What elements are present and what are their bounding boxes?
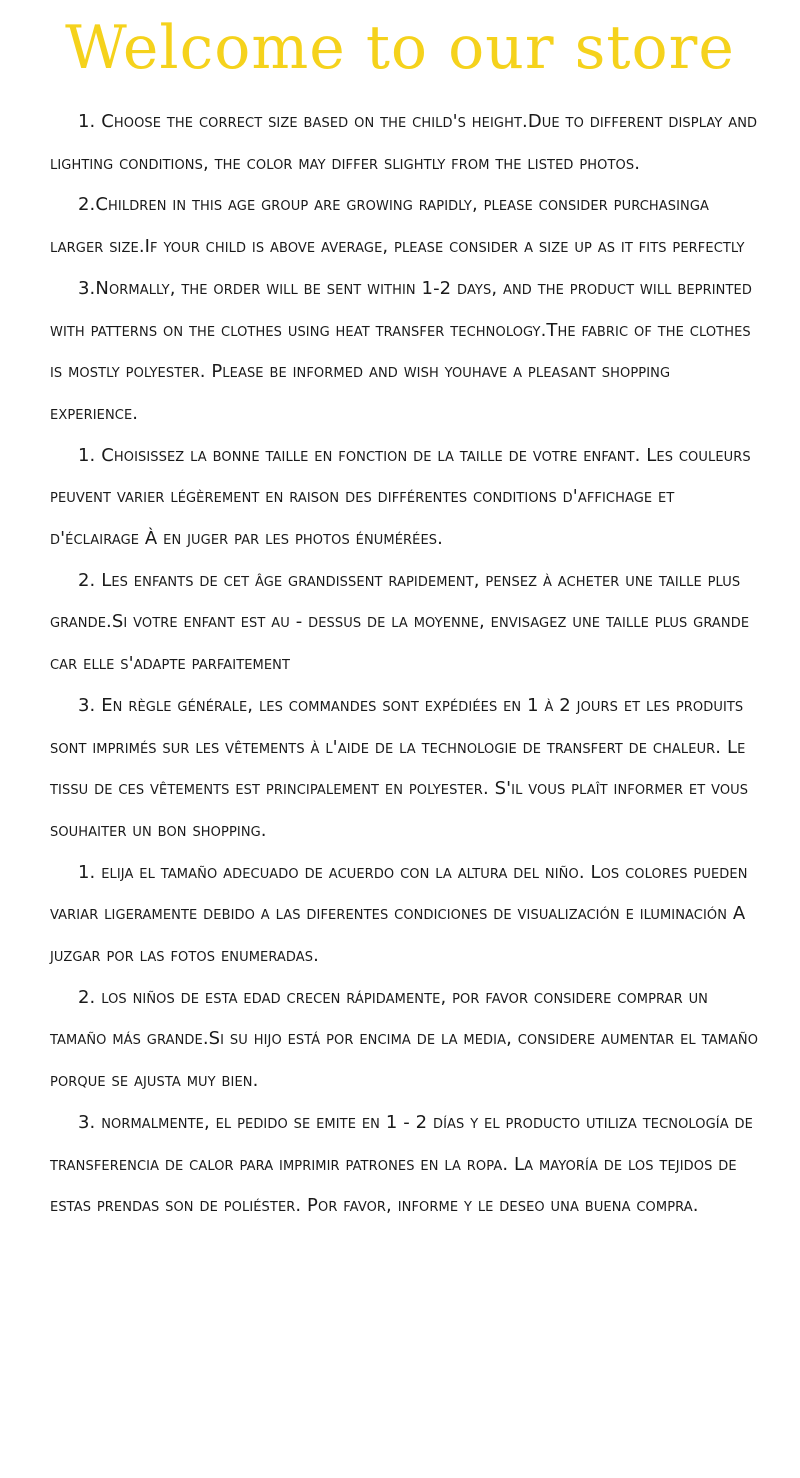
- store-notice-text: [50, 101, 760, 1227]
- spanish-note-shipping-fabric: 3. normalmente, el pedido se emite en 1 - 2 días y el producto utiliza tecnología de transferencia de calor para imprimir patrones en la ropa. La mayoría de los tejidos de estas prendas son de poliéster. Por favor, informe y le deseo una buena compra.: [50, 1111, 753, 1217]
- store-welcome-title: Welcome to our store: [65, 13, 735, 83]
- english-note-shipping-fabric: 3.Normally, the order will be sent within 1-2 days, and the product will beprinted with patterns on the clothes using heat transfer technology.The fabric of the clothes is mostly polyester. Please be informed and wish youhave a pleasant shopping experience.: [50, 277, 752, 424]
- french-note-size-up: 2. Les enfants de cet âge grandissent rapidement, pensez à acheter une taille plus grande.Si votre enfant est au - dessus de la moyenne, envisagez une taille plus grande car elle s'adapte parfaitement: [50, 569, 750, 675]
- french-note-shipping-fabric: 3. En règle générale, les commandes sont expédiées en 1 à 2 jours et les produits sont imprimés sur les vêtements à l'aide de la technologie de transfert de chaleur. Le tissu de ces vêtements est principalement en polyester. S'il vous plaît informer et vous souhaiter un bon shopping.: [50, 694, 749, 841]
- spanish-note-size-up: 2. los niños de esta edad crecen rápidamente, por favor considere comprar un tamaño más grande.Si su hijo está por encima de la media, considere aumentar el tamaño porque se ajusta muy bien.: [50, 986, 759, 1092]
- english-note-size-up: 2.Children in this age group are growing rapidly, please consider purchasinga larger size.If your child is above average, please consider a size up as it fits perfectly: [50, 194, 745, 258]
- spanish-note-size-by-height: 1. elija el tamaño adecuado de acuerdo con la altura del niño. Los colores pueden variar ligeramente debido a las diferentes condiciones de visualización e iluminación A juzgar por las fotos enumeradas.: [50, 861, 748, 967]
- french-note-size-by-height: 1. Choisissez la bonne taille en fonction de la taille de votre enfant. Les couleurs peuvent varier légèrement en raison des différentes conditions d'affichage et d'éclairage À en juger par les photos énumérées.: [50, 444, 751, 550]
- english-note-size-by-height: 1. Choose the correct size based on the child's height.Due to different display and lighting conditions, the color may differ slightly from the listed photos.: [50, 111, 758, 174]
